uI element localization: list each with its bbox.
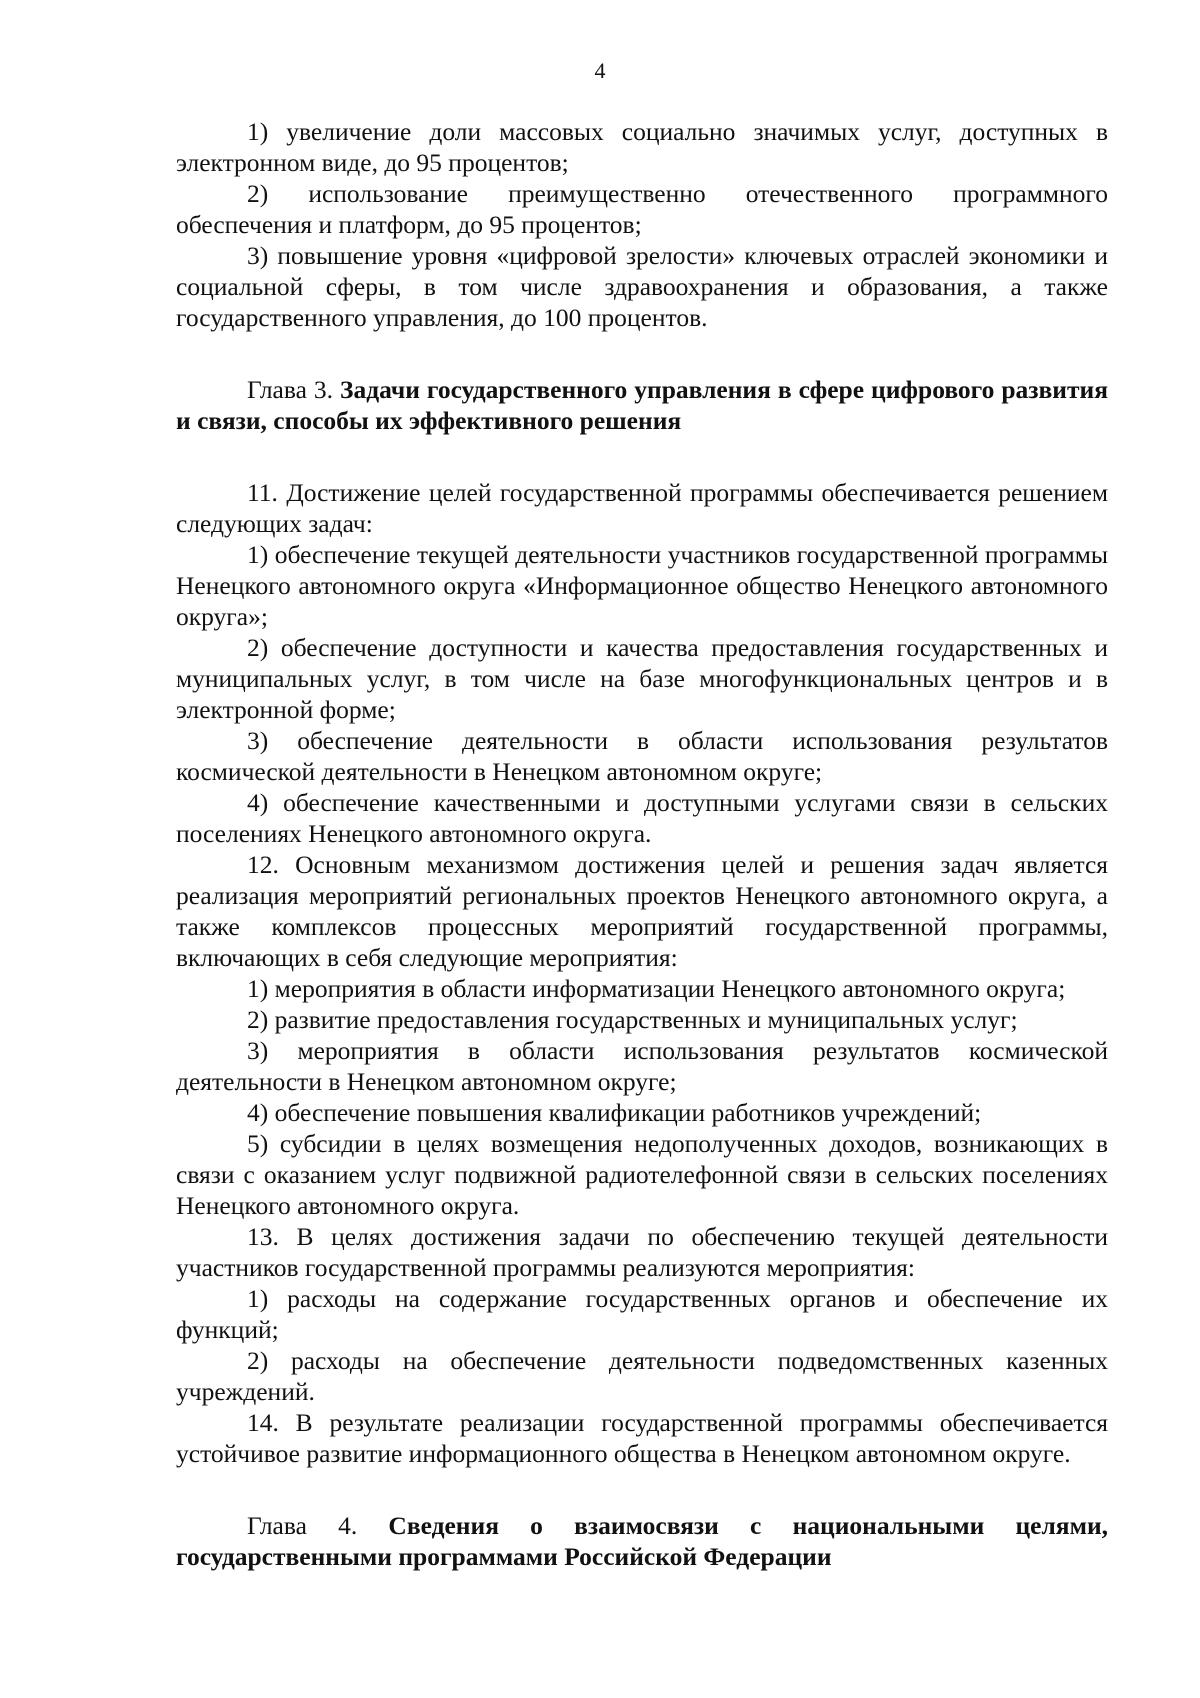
page-number: 4 bbox=[594, 58, 606, 83]
paragraph: 2) использование преимущественно отечественного программного обеспечения и платформ, до 95 процентов; bbox=[176, 179, 1108, 239]
paragraph: 1) увеличение доли массовых социально значимых услуг, доступных в электронном виде, до 95 процентов; bbox=[176, 117, 1108, 177]
paragraph: 3) мероприятия в области использования результатов космической деятельности в Ненецком автономном округе; bbox=[176, 1036, 1108, 1096]
chapter-3-title: Задачи государственного управления в сфере цифрового развития и связи, способы их эффективного решения bbox=[176, 375, 1109, 435]
paragraph: 4) обеспечение качественными и доступными услугами связи в сельских поселениях Ненецкого автономного округа. bbox=[176, 788, 1108, 848]
paragraph: 12. Основным механизмом достижения целей и решения задач является реализация мероприятий региональных проектов Ненецкого автономного округа, а также комплексов процессных мероприятий государственной программы, включающих в себя следующие мероприятия: bbox=[176, 850, 1108, 972]
chapter-4-title: Сведения о взаимосвязи с национальными целями, государственными программами Российской Федерации bbox=[176, 1511, 1109, 1571]
paragraph: 1) мероприятия в области информатизации Ненецкого автономного округа; bbox=[247, 974, 1066, 1003]
paragraph: 5) субсидии в целях возмещения недополученных доходов, возникающих в связи с оказанием услуг подвижной радиотелефонной связи в сельских поселениях Ненецкого автономного округа. bbox=[176, 1129, 1108, 1220]
paragraph: 2) обеспечение доступности и качества предоставления государственных и муниципальных услуг, в том числе на базе многофункциональных центров и в электронной форме; bbox=[176, 633, 1108, 724]
chapter-3-heading bbox=[176, 374, 1108, 436]
paragraph: 3) повышение уровня «цифровой зрелости» ключевых отраслей экономики и социальной сферы, в том числе здравоохранения и образования, а также государственного управления, до 100 процентов. bbox=[176, 241, 1108, 332]
paragraph: 13. В целях достижения задачи по обеспечению текущей деятельности участников государственной программы реализуются мероприятия: bbox=[176, 1222, 1108, 1282]
paragraph: 1) обеспечение текущей деятельности участников государственной программы Ненецкого автономного округа «Информационное общество Ненецкого автономного округа»; bbox=[176, 540, 1108, 631]
chapter-3-label: Глава 3. bbox=[247, 375, 333, 404]
paragraph: 3) обеспечение деятельности в области использования результатов космической деятельности в Ненецком автономном округе; bbox=[176, 726, 1108, 786]
document-body bbox=[176, 116, 1108, 1572]
paragraph: 1) расходы на содержание государственных органов и обеспечение их функций; bbox=[176, 1284, 1108, 1344]
chapter-4-heading bbox=[176, 1510, 1108, 1572]
paragraph: 2) развитие предоставления государственных и муниципальных услуг; bbox=[247, 1005, 1018, 1034]
chapter-4-label: Глава 4. bbox=[247, 1511, 358, 1540]
paragraph: 2) расходы на обеспечение деятельности подведомственных казенных учреждений. bbox=[176, 1346, 1108, 1406]
paragraph: 11. Достижение целей государственной программы обеспечивается решением следующих задач: bbox=[176, 478, 1108, 538]
paragraph: 4) обеспечение повышения квалификации работников учреждений; bbox=[247, 1098, 982, 1127]
paragraph: 14. В результате реализации государственной программы обеспечивается устойчивое развитие информационного общества в Ненецком автономном округе. bbox=[176, 1408, 1108, 1468]
